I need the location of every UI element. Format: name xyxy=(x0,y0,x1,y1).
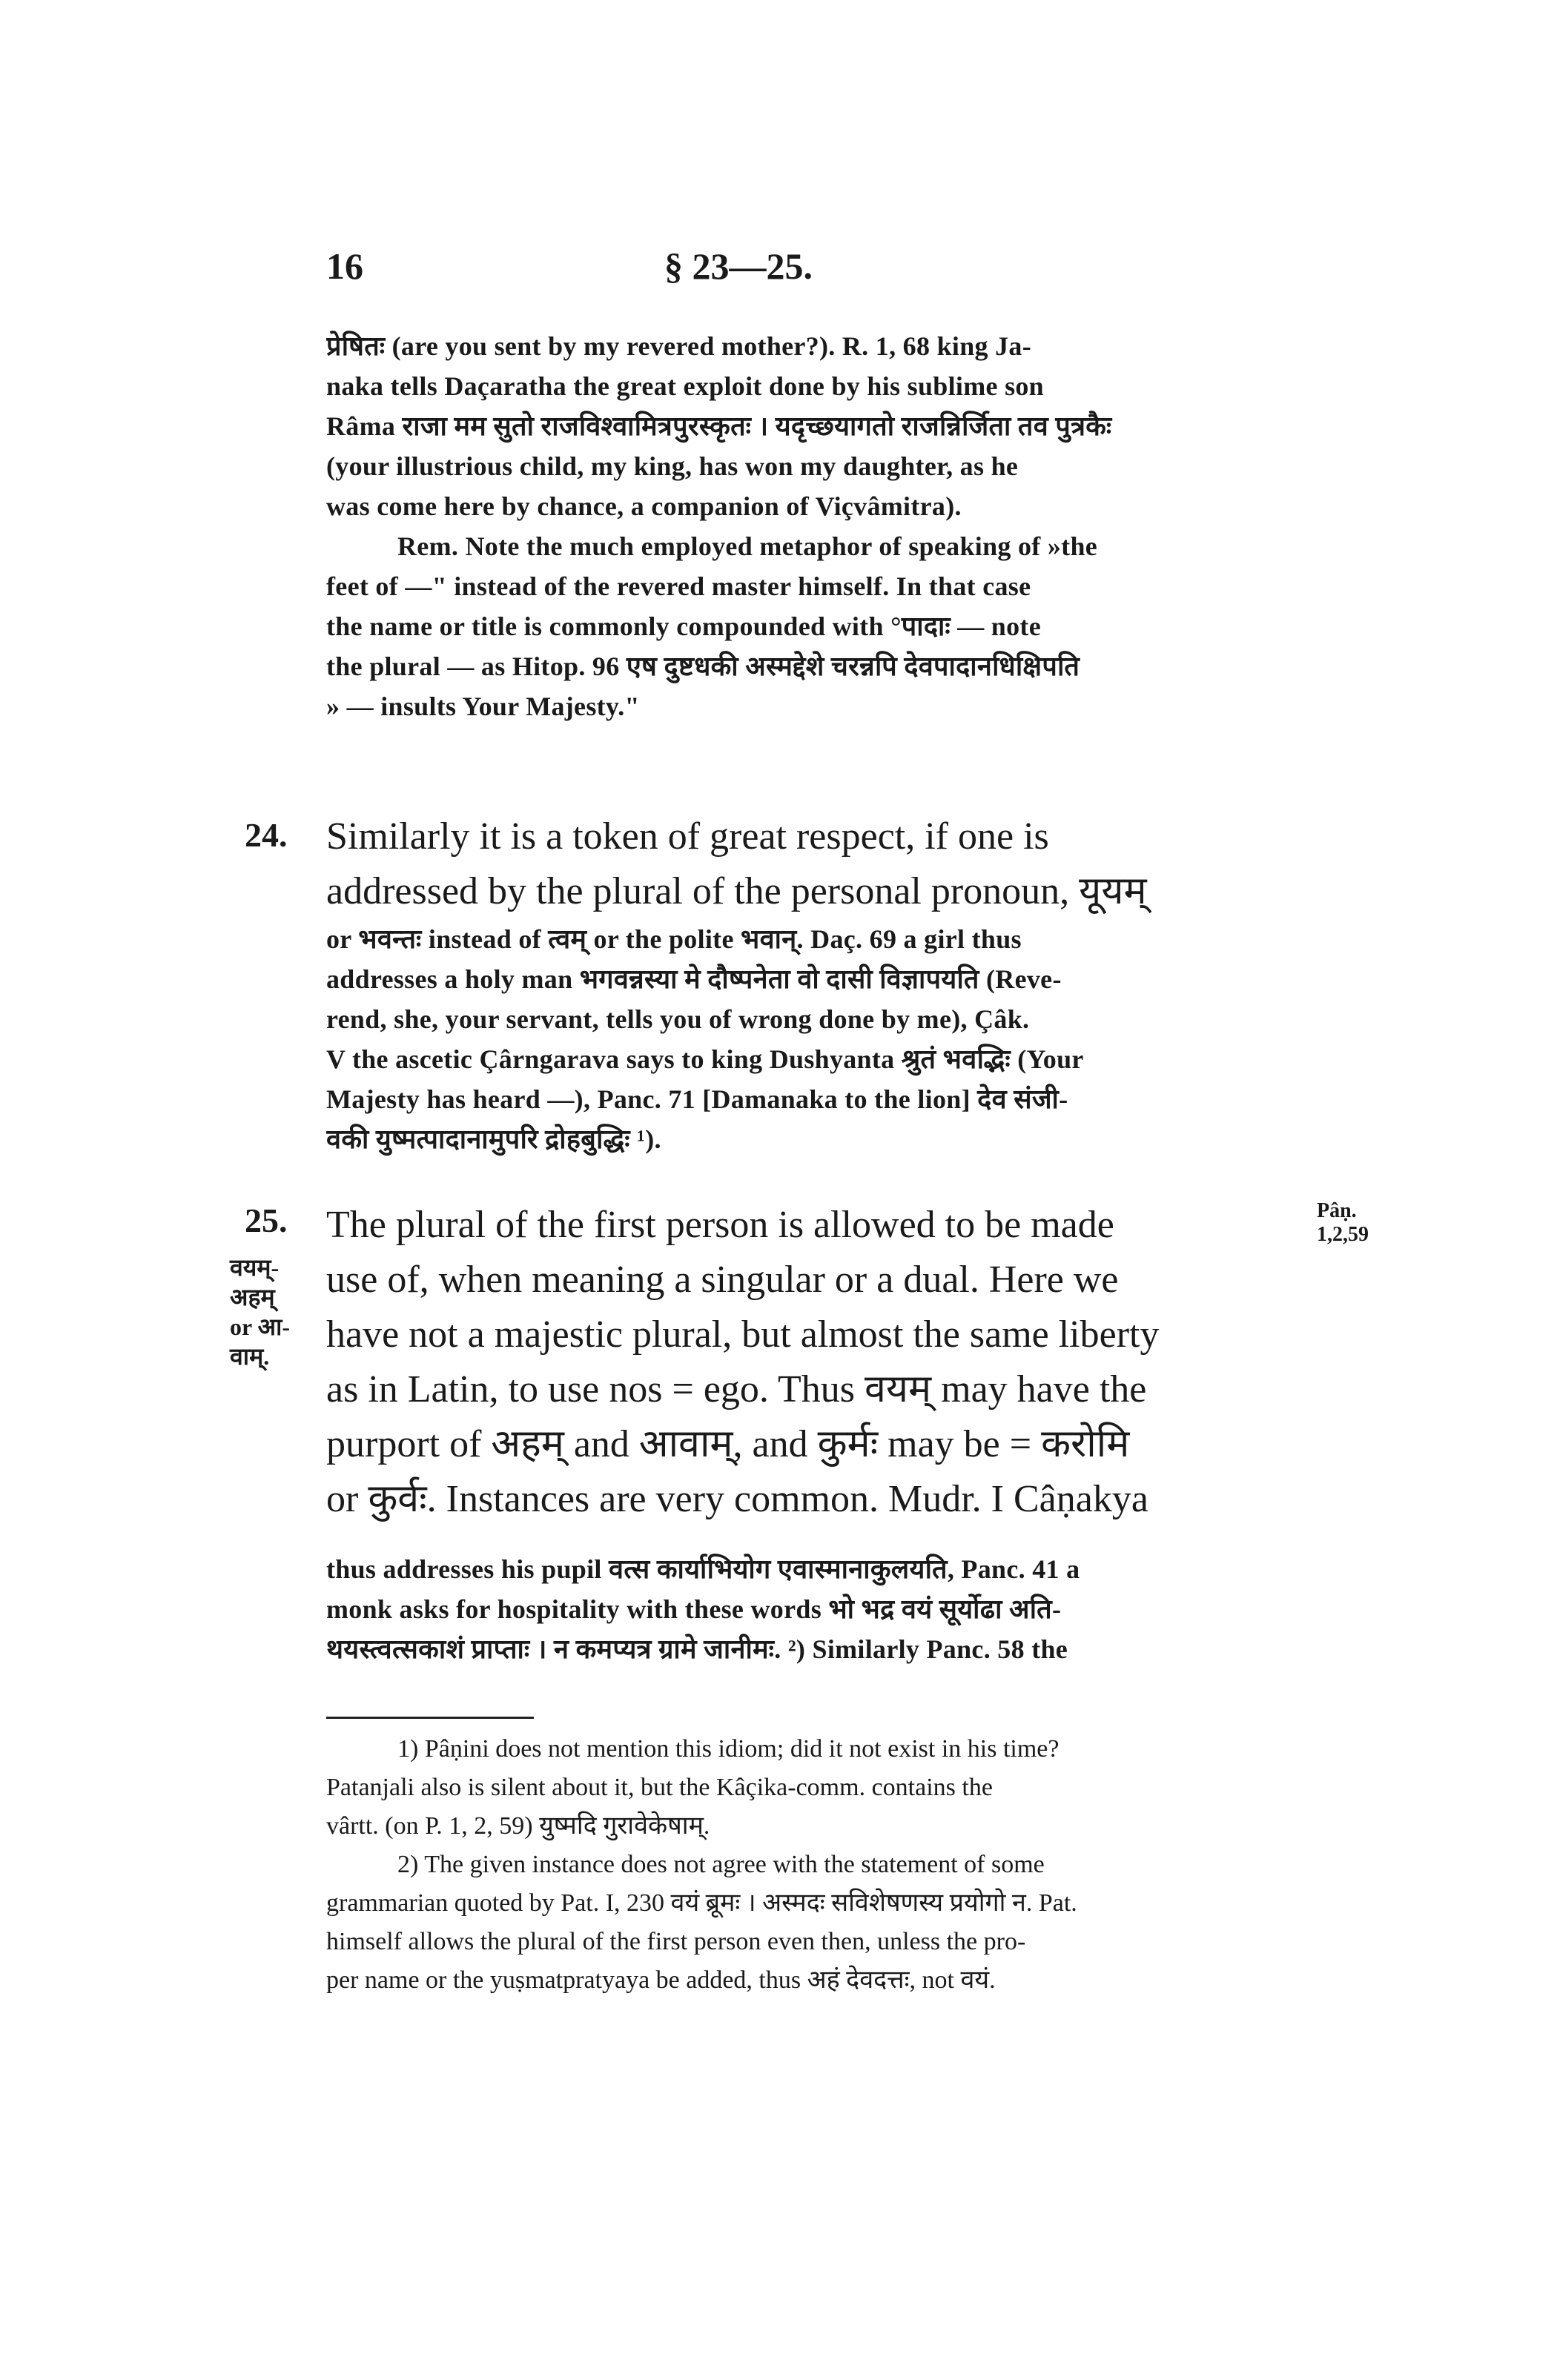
text-line: वकी युष्मत्पादानामुपरि द्रोहबुद्धिः ¹). xyxy=(326,1124,661,1154)
footnote-1 xyxy=(326,1730,1312,1846)
footnote-line: per name or the yuṣmatpratyaya be added, thus अहं देवदत्तः, not वयं. xyxy=(326,1966,996,1994)
footnote-line: himself allows the plural of the first person even then, unless the pro- xyxy=(326,1928,1026,1955)
text-line: Râma राजा मम सुतो राजविश्वामित्रपुरस्कृतः । यदृच्छयागतो राजन्निर्जिता तव पुत्रकैः xyxy=(326,411,1112,441)
text-line: have not a majestic plural, but almost the same liberty xyxy=(326,1313,1160,1356)
paragraph-24 xyxy=(326,809,1312,1159)
text-line: thus addresses his pupil वत्स कार्याभियोग एवास्मानाकुलयति, Panc. 41 a xyxy=(326,1554,1080,1584)
text-line: or कुर्वः. Instances are very common. Mudr. I Câṇakya xyxy=(326,1478,1148,1520)
remark-line: Rem. Note the much employed metaphor of speaking of »the xyxy=(397,531,1098,561)
margin-note-line: वाम्. xyxy=(230,1343,270,1370)
text-line: प्रेषितः (are you sent by my revered mother?). R. 1, 68 king Ja- xyxy=(326,331,1032,361)
footnote-2 xyxy=(326,1846,1312,2000)
paragraph-number-24: 24. xyxy=(245,816,288,854)
paragraph-25-continued xyxy=(326,1549,1312,1669)
text-line: addresses a holy man भगवन्नस्या मे दौष्पनेता वो दासी विज्ञापयति (Reve- xyxy=(326,964,1062,994)
text-line: (your illustrious child, my king, has won my daughter, as he xyxy=(326,451,1019,481)
page-header xyxy=(326,245,1305,296)
text-line: addressed by the plural of the personal pronoun, यूयम् xyxy=(326,870,1147,912)
text-line: naka tells Daçaratha the great exploit done by his sublime son xyxy=(326,371,1044,401)
margin-note-line: 1,2,59 xyxy=(1317,1223,1369,1246)
text-line: » — insults Your Majesty." xyxy=(326,692,640,721)
footnote-line: grammarian quoted by Pat. I, 230 वयं ब्रूमः । अस्मदः सविशेषणस्य प्रयोगो न. Pat. xyxy=(326,1889,1077,1917)
text-line: the name or title is commonly compounded with °पादाः — note xyxy=(326,611,1041,641)
text-line: rend, she, your servant, tells you of wrong done by me), Çâk. xyxy=(326,1004,1030,1034)
margin-note-left xyxy=(230,1253,319,1371)
text-line: purport of अहम् and आवाम्, and कुर्मः may be = करोमि xyxy=(326,1423,1130,1465)
text-line: use of, when meaning a singular or a dual. Here we xyxy=(326,1259,1119,1301)
footnote-line: 1) Pâṇini does not mention this idiom; did it not exist in his time? xyxy=(397,1735,1060,1763)
text-line: or भवन्तः instead of त्वम् or the polite भवान्. Daç. 69 a girl thus xyxy=(326,924,1022,954)
text-line: feet of —" instead of the revered master himself. In that case xyxy=(326,571,1031,601)
footnote-line: vârtt. (on P. 1, 2, 59) युष्मदि गुरावेकेषाम्. xyxy=(326,1812,710,1840)
margin-note-right xyxy=(1317,1199,1369,1247)
text-line: monk asks for hospitality with these words भो भद्र वयं सूर्योढा अति- xyxy=(326,1594,1062,1624)
paragraph-number-25: 25. xyxy=(245,1201,288,1239)
paragraph-25 xyxy=(326,1198,1312,1527)
text-line: Similarly it is a token of great respect, if one is xyxy=(326,815,1049,858)
section-reference: § 23—25. xyxy=(664,245,813,287)
text-line: थयस्त्वत्सकाशं प्राप्ताः । न कमप्यत्र ग्रामे जानीमः. ²) Similarly Panc. 58 the xyxy=(326,1634,1068,1664)
margin-note-line: वयम्- xyxy=(230,1254,280,1281)
text-line: Majesty has heard —), Panc. 71 [Damanaka to the lion] देव संजी- xyxy=(326,1084,1068,1114)
text-line: the plural — as Hitop. 96 एष दुष्टधकी अस्मद्देशे चरन्नपि देवपादानधिक्षिपति xyxy=(326,652,1080,681)
margin-note-line: Pâṇ. xyxy=(1317,1199,1357,1222)
footnotes xyxy=(326,1730,1312,2000)
margin-note-line: or आ- xyxy=(230,1313,290,1340)
footnote-divider xyxy=(326,1717,534,1719)
page-number: 16 xyxy=(326,245,363,287)
footnote-line: 2) The given instance does not agree with the statement of some xyxy=(397,1851,1045,1878)
margin-note-line: अहम् xyxy=(230,1284,275,1310)
intro-paragraph xyxy=(326,326,1312,726)
footnote-line: Patanjali also is silent about it, but the Kâçika-comm. contains the xyxy=(326,1774,993,1801)
text-line: The plural of the first person is allowed to be made xyxy=(326,1204,1114,1246)
text-line: was come here by chance, a companion of Viçvâmitra). xyxy=(326,491,962,521)
text-line: as in Latin, to use nos = ego. Thus वयम् may have the xyxy=(326,1368,1147,1411)
text-line: V the ascetic Çârngarava says to king Dushyanta श्रुतं भवद्भिः (Your xyxy=(326,1044,1084,1074)
